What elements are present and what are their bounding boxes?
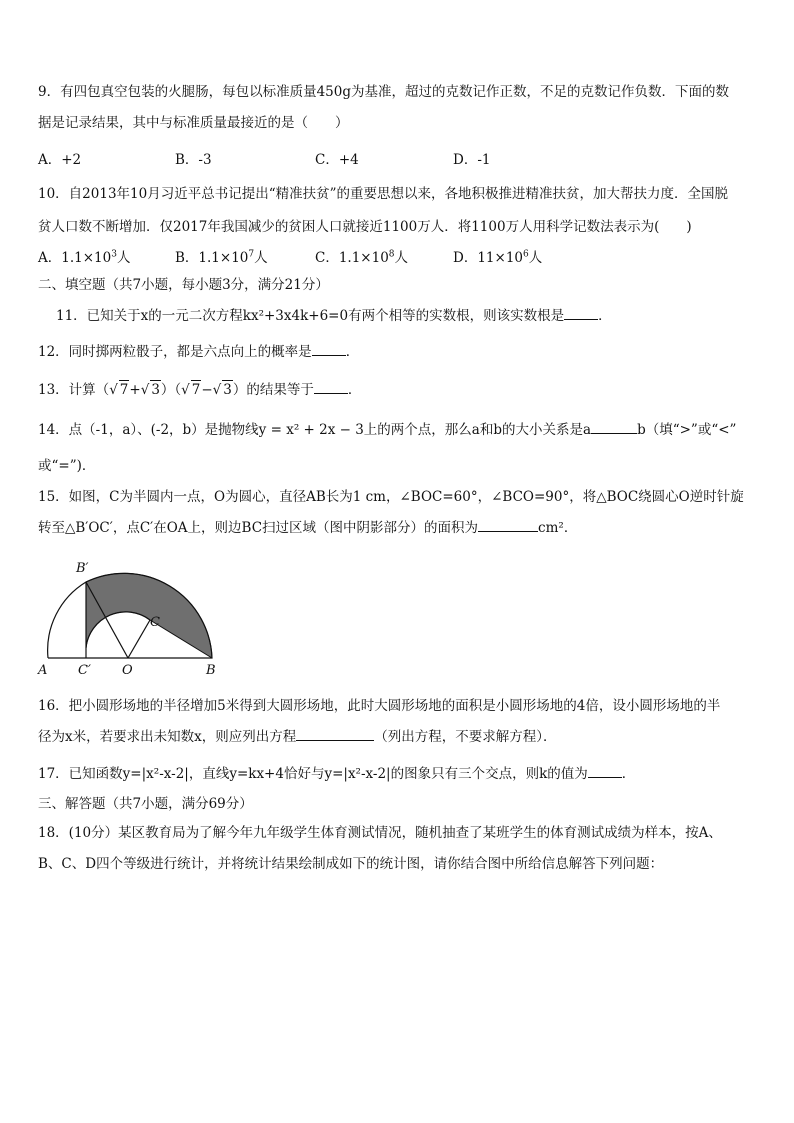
q14-line2: 或“=”)． [38,458,96,474]
q15-line1: 15．如图，C为半圆内一点，O为圆心，直径AB长为1 cm，∠BOC=60°，∠BCO=90°，将△BOC绕圆心O逆时针旋 [38,489,744,505]
q17-line: 17．已知函数y=|x²-x-2|，直线y=kx+4恰好与y=|x²-x-2|的图象只有三个交点，则k的值为 ． [38,766,636,782]
q16-text: 径为x米，若要求出未知数x，则应列出方程 [38,729,297,745]
q14-answer-blank[interactable] [591,421,637,434]
q9-option-c[interactable]: C．+4 [315,152,359,168]
q13-line: 13．计算（√ 7+√ 3）（√ 7−√ 3）的结果等于 ． [38,382,362,398]
label-o: O [122,663,133,678]
q11-line: 11．已知关于x的一元二次方程kx²+3x4k+6=0有两个相等的实数根，则该实数根是 ． [56,308,612,324]
sqrt-symbol: √ [140,382,150,398]
label-b: B [206,663,216,678]
q13-answer-blank[interactable] [314,381,348,394]
q15-text: 转至△B′OC′，点C′在OA上，则边BC扫过区域（图中阴影部分）的面积为 [38,520,479,536]
q15-figure [34,556,224,678]
q9-option-d[interactable]: D．-1 [453,152,491,168]
sqrt-symbol: √ [109,382,118,398]
q9-line1: 9．有四包真空包装的火腿肠，每包以标准质量450g为基准，超过的克数记作正数，不足的克数记作负数．下面的数 [38,84,729,100]
q15-answer-blank[interactable] [478,519,538,532]
label-a: A [38,663,48,678]
q12-line: 12．同时掷两粒骰子，都是六点向上的概率是 ． [38,344,360,360]
label-c: C [150,615,160,630]
q16-line1: 16．把小圆形场地的半径增加5米得到大圆形场地，此时大圆形场地的面积是小圆形场地的4倍，设小圆形场地的半 [38,698,721,714]
q17-answer-blank[interactable] [588,765,622,778]
q10-option-b[interactable]: B．$1.1\times 10^7$人 [175,249,268,266]
q14-line1: 14．点（-1，a）、(-2，b）是抛物线y = x² + 2x − 3上的两个点，那么a和b的大小关系是a b（填“>”或“<” [38,422,737,438]
section2-heading: 二、填空题（共7小题，每小题3分，满分21分） [38,277,329,293]
q10-option-d[interactable]: D．$11\times 10^6$人 [453,249,543,266]
radicand: 7 [191,382,201,398]
q10-option-c[interactable]: C．$1.1\times 10^8$人 [315,249,409,266]
q9-option-a[interactable]: A．+2 [38,152,82,168]
q18-line1: 18．(10分）某区教育局为了解今年九年级学生体育测试情况，随机抽查了某班学生的体育测试成绩为样本，按A、 [38,825,722,841]
q11-text: 11．已知关于x的一元二次方程kx²+3x4k+6=0有两个相等的实数根，则该实数根是 [56,308,565,324]
section3-heading: 三、解答题（共7小题，满分69分） [38,796,253,812]
q16-answer-blank[interactable] [296,728,374,741]
q9-option-b[interactable]: B．-3 [175,152,212,168]
semicircle-arc [48,582,86,658]
q18-line2: B、C、D四个等级进行统计，并将统计结果绘制成如下的统计图，请你结合图中所给信息解答下列问题： [38,856,664,872]
radicand: 3 [151,382,160,398]
q16-line2: 径为x米，若要求出未知数x，则应列出方程 （列出方程，不要求解方程）． [38,729,557,745]
q15-line2: 转至△B′OC′，点C′在OA上，则边BC扫过区域（图中阴影部分）的面积为 cm²． [38,520,578,536]
q12-text: 12．同时掷两粒骰子，都是六点向上的概率是 [38,344,312,360]
radicand: 7 [119,382,129,398]
radicand: 3 [223,382,232,398]
sqrt-symbol: √ [181,382,190,398]
q9-line2: 据是记录结果，其中与标准质量最接近的是（ ） [38,115,349,131]
q11-answer-blank[interactable] [564,307,598,320]
q17-text: 17．已知函数y=|x²-x-2|，直线y=kx+4恰好与y=|x²-x-2|的图象只有三个交点，则k的值为 [38,766,588,782]
segment-o-c [128,620,150,658]
q10-line1: 10．自2013年10月习近平总书记提出“精准扶贫”的重要思想以来，各地积极推进精准扶贫，加大帮扶力度．全国脱 [38,186,729,202]
q12-answer-blank[interactable] [312,343,346,356]
q10-option-a[interactable]: A．$1.1\times 10^3$人 [38,249,131,266]
q14-text: 14．点（-1，a）、(-2，b）是抛物线y = x² + 2x − 3上的两个点，那么a和b的大小关系是a [38,422,592,438]
label-c-prime: C′ [78,663,91,678]
q10-line2: 贫人口数不断增加．仅2017年我国减少的贫困人口就接近1100万人．将1100万人用科学记数法表示为( ) [38,219,692,235]
sqrt-symbol: √ [212,382,222,398]
label-b-prime: B′ [76,561,89,576]
